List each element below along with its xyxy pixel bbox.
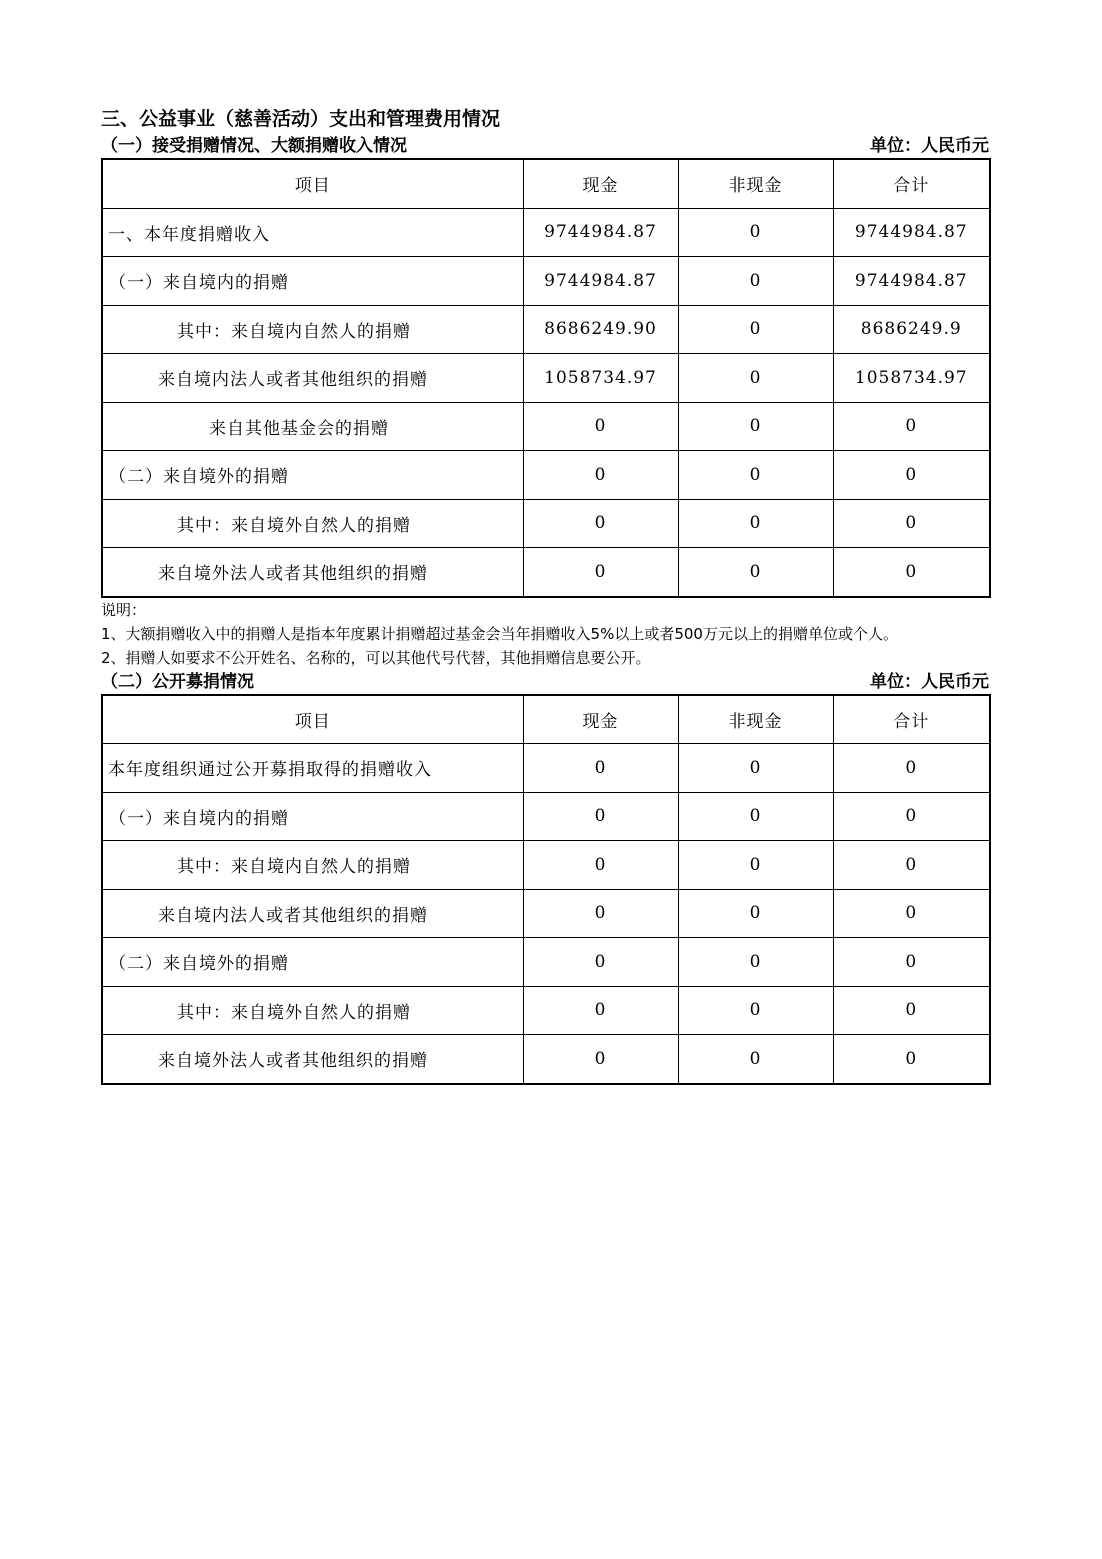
public-fundraising-table: [101, 694, 991, 1085]
cell-total: 0: [833, 451, 990, 500]
header-cash: 现金: [523, 695, 678, 744]
header-item: 项目: [102, 695, 523, 744]
cell-total: 1058734.97: [833, 354, 990, 403]
notes: [101, 598, 989, 670]
row-label: 一、本年度捐赠收入: [102, 208, 523, 257]
table2-subtitle: （二）公开募捐情况: [101, 671, 254, 692]
cell-total: 0: [833, 889, 990, 938]
header-cash: 现金: [523, 159, 678, 208]
cell-total: 0: [833, 744, 990, 793]
table-row: [102, 841, 990, 890]
cell-cash: 1058734.97: [523, 354, 678, 403]
table-header-row: [102, 695, 990, 744]
cell-noncash: 0: [678, 451, 833, 500]
cell-cash: 9744984.87: [523, 257, 678, 306]
cell-cash: 0: [523, 499, 678, 548]
cell-cash: 0: [523, 548, 678, 597]
header-noncash: 非现金: [678, 695, 833, 744]
table-row: [102, 938, 990, 987]
row-label: 其中：来自境内自然人的捐赠: [102, 841, 523, 890]
cell-cash: 0: [523, 1035, 678, 1084]
row-label: 来自境外法人或者其他组织的捐赠: [102, 1035, 523, 1084]
cell-noncash: 0: [678, 354, 833, 403]
cell-total: 8686249.9: [833, 305, 990, 354]
table-row: [102, 744, 990, 793]
cell-noncash: 0: [678, 792, 833, 841]
row-label: 其中：来自境外自然人的捐赠: [102, 986, 523, 1035]
cell-total: 9744984.87: [833, 257, 990, 306]
cell-total: 0: [833, 986, 990, 1035]
table-row: [102, 451, 990, 500]
table-row: [102, 402, 990, 451]
cell-cash: 0: [523, 402, 678, 451]
cell-cash: 0: [523, 938, 678, 987]
table2-header: [101, 670, 989, 694]
donation-income-table: [101, 158, 991, 598]
table-row: [102, 499, 990, 548]
table-row: [102, 257, 990, 306]
cell-cash: 0: [523, 451, 678, 500]
row-label: 其中：来自境外自然人的捐赠: [102, 499, 523, 548]
row-label: 来自境内法人或者其他组织的捐赠: [102, 889, 523, 938]
table-header-row: [102, 159, 990, 208]
row-label: 其中：来自境内自然人的捐赠: [102, 305, 523, 354]
table1-header: [101, 134, 989, 158]
table1-unit: 单位：人民币元: [870, 136, 989, 156]
cell-total: 9744984.87: [833, 208, 990, 257]
cell-total: 0: [833, 938, 990, 987]
cell-cash: 0: [523, 744, 678, 793]
header-noncash: 非现金: [678, 159, 833, 208]
table-row: [102, 792, 990, 841]
document-page: [101, 104, 989, 1085]
cell-cash: 8686249.90: [523, 305, 678, 354]
row-label: （二）来自境外的捐赠: [102, 938, 523, 987]
row-label: 来自其他基金会的捐赠: [102, 402, 523, 451]
cell-noncash: 0: [678, 548, 833, 597]
cell-noncash: 0: [678, 1035, 833, 1084]
cell-total: 0: [833, 792, 990, 841]
section-title: 三、公益事业（慈善活动）支出和管理费用情况: [101, 108, 501, 130]
cell-total: 0: [833, 548, 990, 597]
cell-total: 0: [833, 499, 990, 548]
table1-subtitle: （一）接受捐赠情况、大额捐赠收入情况: [101, 136, 407, 156]
cell-total: 0: [833, 1035, 990, 1084]
table-row: [102, 986, 990, 1035]
cell-noncash: 0: [678, 305, 833, 354]
cell-cash: 9744984.87: [523, 208, 678, 257]
cell-cash: 0: [523, 986, 678, 1035]
note-item: 2、捐赠人如要求不公开姓名、名称的，可以其他代号代替，其他捐赠信息要公开。: [101, 648, 651, 667]
row-label: 来自境内法人或者其他组织的捐赠: [102, 354, 523, 403]
cell-noncash: 0: [678, 889, 833, 938]
cell-cash: 0: [523, 792, 678, 841]
row-label: （一）来自境内的捐赠: [102, 792, 523, 841]
table-row: [102, 1035, 990, 1084]
cell-noncash: 0: [678, 841, 833, 890]
cell-noncash: 0: [678, 938, 833, 987]
table2-unit: 单位：人民币元: [870, 671, 989, 692]
row-label: 本年度组织通过公开募捐取得的捐赠收入: [102, 744, 523, 793]
cell-cash: 0: [523, 889, 678, 938]
table-row: [102, 305, 990, 354]
header-total: 合计: [833, 159, 990, 208]
cell-noncash: 0: [678, 744, 833, 793]
row-label: （一）来自境内的捐赠: [102, 257, 523, 306]
header-total: 合计: [833, 695, 990, 744]
cell-noncash: 0: [678, 402, 833, 451]
row-label: （二）来自境外的捐赠: [102, 451, 523, 500]
header-item: 项目: [102, 159, 523, 208]
cell-cash: 0: [523, 841, 678, 890]
table-row: [102, 208, 990, 257]
cell-noncash: 0: [678, 208, 833, 257]
notes-heading: 说明：: [101, 600, 147, 619]
table-row: [102, 548, 990, 597]
cell-total: 0: [833, 841, 990, 890]
cell-total: 0: [833, 402, 990, 451]
note-item: 1、大额捐赠收入中的捐赠人是指本年度累计捐赠超过基金会当年捐赠收入5%以上或者500万元以上的捐赠单位或个人。: [101, 624, 898, 643]
table-row: [102, 889, 990, 938]
cell-noncash: 0: [678, 257, 833, 306]
cell-noncash: 0: [678, 986, 833, 1035]
table-row: [102, 354, 990, 403]
cell-noncash: 0: [678, 499, 833, 548]
row-label: 来自境外法人或者其他组织的捐赠: [102, 548, 523, 597]
